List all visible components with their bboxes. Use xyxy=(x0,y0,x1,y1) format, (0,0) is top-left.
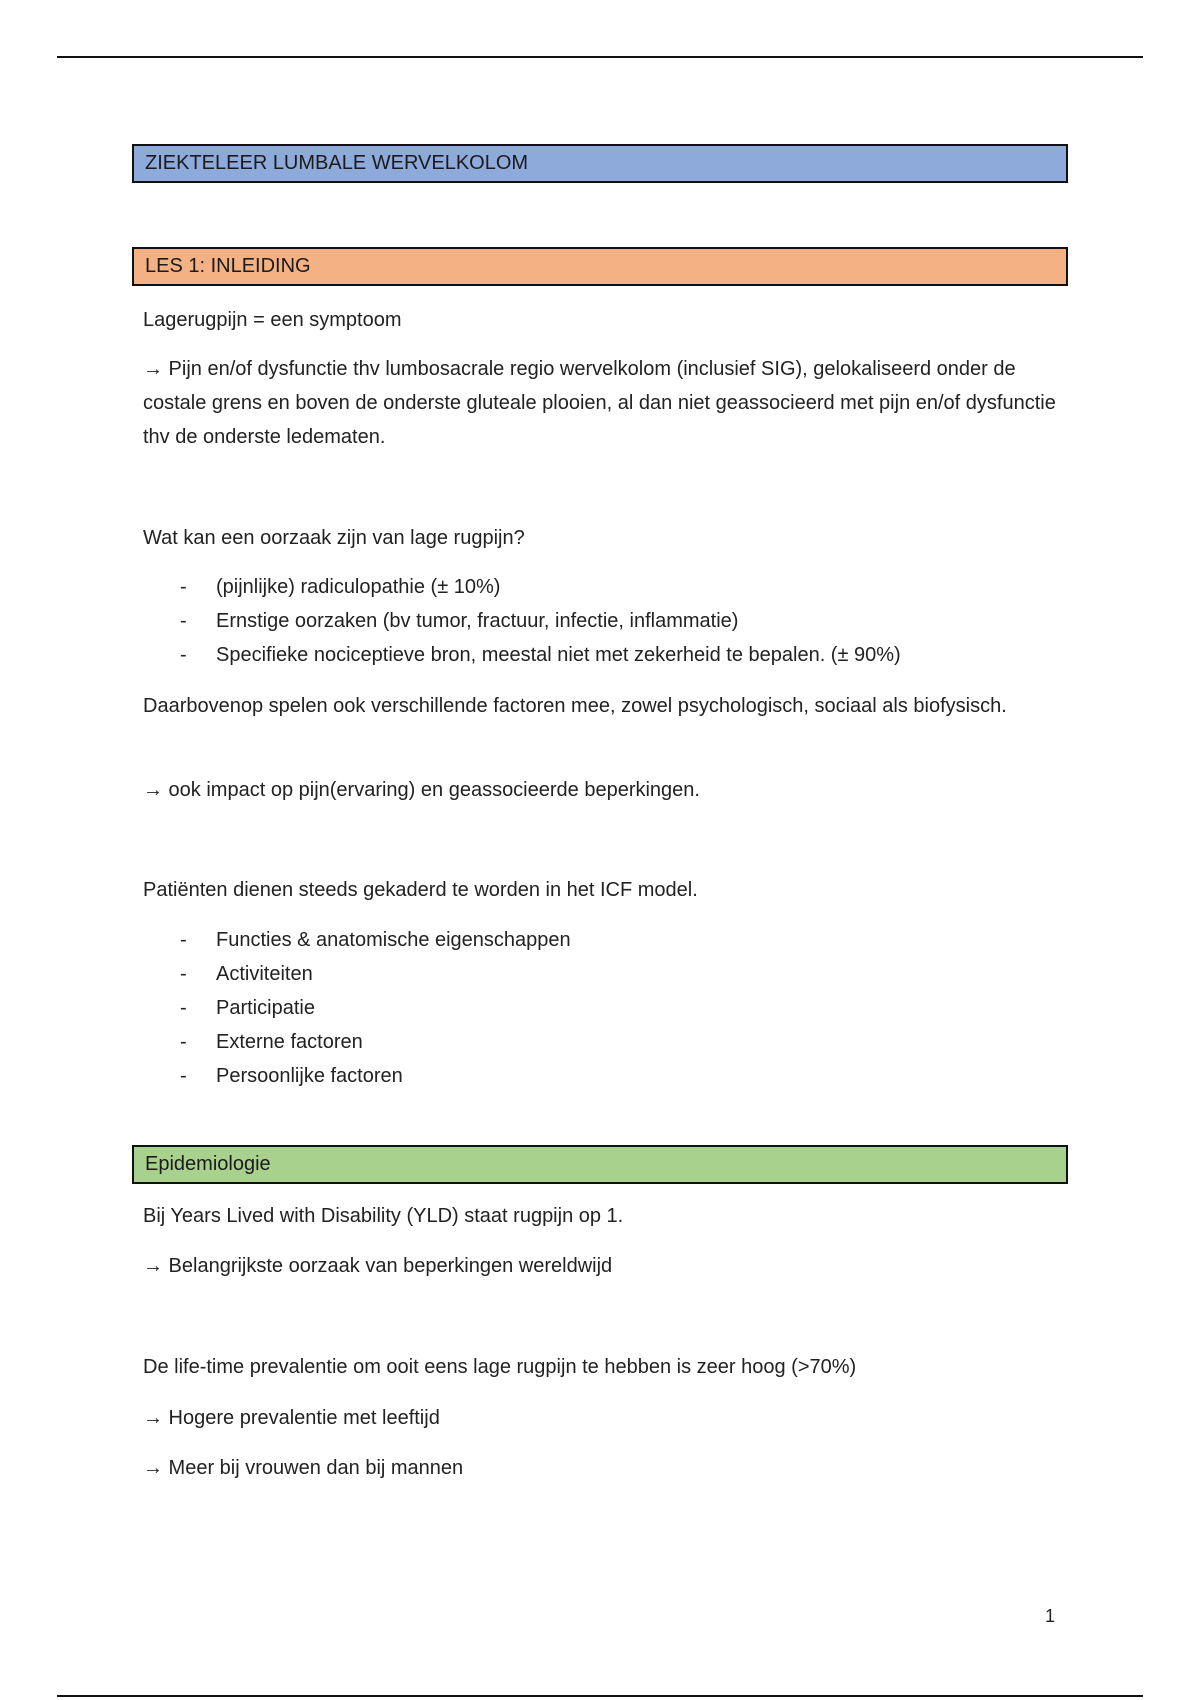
paragraph-symptoom: Lagerugpijn = een symptoom xyxy=(143,309,402,331)
list-item: - Ernstige oorzaken (bv tumor, fractuur, infectie, inflammatie) xyxy=(143,604,901,638)
paragraph-leeftijd: → Hogere prevalentie met leeftijd xyxy=(143,1407,440,1429)
document-title: ZIEKTELEER LUMBALE WERVELKOLOM xyxy=(132,144,1068,183)
bullet-dash: - xyxy=(180,1065,187,1087)
paragraph-question: Wat kan een oorzaak zijn van lage rugpijn? xyxy=(143,527,525,549)
bullet-dash: - xyxy=(180,576,187,598)
header-rule xyxy=(57,56,1143,58)
list-item: - Participatie xyxy=(143,991,571,1025)
causes-list xyxy=(143,570,901,672)
footer-rule xyxy=(57,1695,1143,1697)
list-item: - Functies & anatomische eigenschappen xyxy=(143,923,571,957)
paragraph-prevalentie: De life-time prevalentie om ooit eens lage rugpijn te hebben is zeer hoog (>70%) xyxy=(143,1356,857,1378)
bullet-dash: - xyxy=(180,997,187,1019)
bullet-dash: - xyxy=(180,963,187,985)
section-heading-epidemiologie: Epidemiologie xyxy=(132,1145,1068,1184)
paragraph-impact: → ook impact op pijn(ervaring) en geassocieerde beperkingen. xyxy=(143,779,700,801)
icf-list xyxy=(143,923,571,1093)
paragraph-factors: Daarbovenop spelen ook verschillende factoren mee, zowel psychologisch, sociaal als biofysisch. xyxy=(143,695,1007,717)
bullet-dash: - xyxy=(180,1031,187,1053)
list-item: - Activiteiten xyxy=(143,957,571,991)
list-item: - (pijnlijke) radiculopathie (± 10%) xyxy=(143,570,901,604)
paragraph-definitie: → Pijn en/of dysfunctie thv lumbosacrale regio wervelkolom (inclusief SIG), gelokaliseerd onder de costale grens en boven de onderste gluteale plooien, al dan niet geassocieerd met pijn en/of dysfunctie thv de onderste ledematen. xyxy=(143,358,1056,448)
paragraph-vrouwen: → Meer bij vrouwen dan bij mannen xyxy=(143,1457,464,1479)
paragraph-icf-intro: Patiënten dienen steeds gekaderd te worden in het ICF model. xyxy=(143,879,698,901)
section-heading-les1: LES 1: INLEIDING xyxy=(132,247,1068,286)
list-item: - Specifieke nociceptieve bron, meestal niet met zekerheid te bepalen. (± 90%) xyxy=(143,638,901,672)
list-item: - Persoonlijke factoren xyxy=(143,1059,571,1093)
bullet-dash: - xyxy=(180,610,187,632)
paragraph-belangrijkste: → Belangrijkste oorzaak van beperkingen wereldwijd xyxy=(143,1255,613,1277)
list-item: - Externe factoren xyxy=(143,1025,571,1059)
bullet-dash: - xyxy=(180,644,187,666)
page-number: 1 xyxy=(1045,1606,1056,1626)
bullet-dash: - xyxy=(180,929,187,951)
paragraph-yld: Bij Years Lived with Disability (YLD) staat rugpijn op 1. xyxy=(143,1205,624,1227)
